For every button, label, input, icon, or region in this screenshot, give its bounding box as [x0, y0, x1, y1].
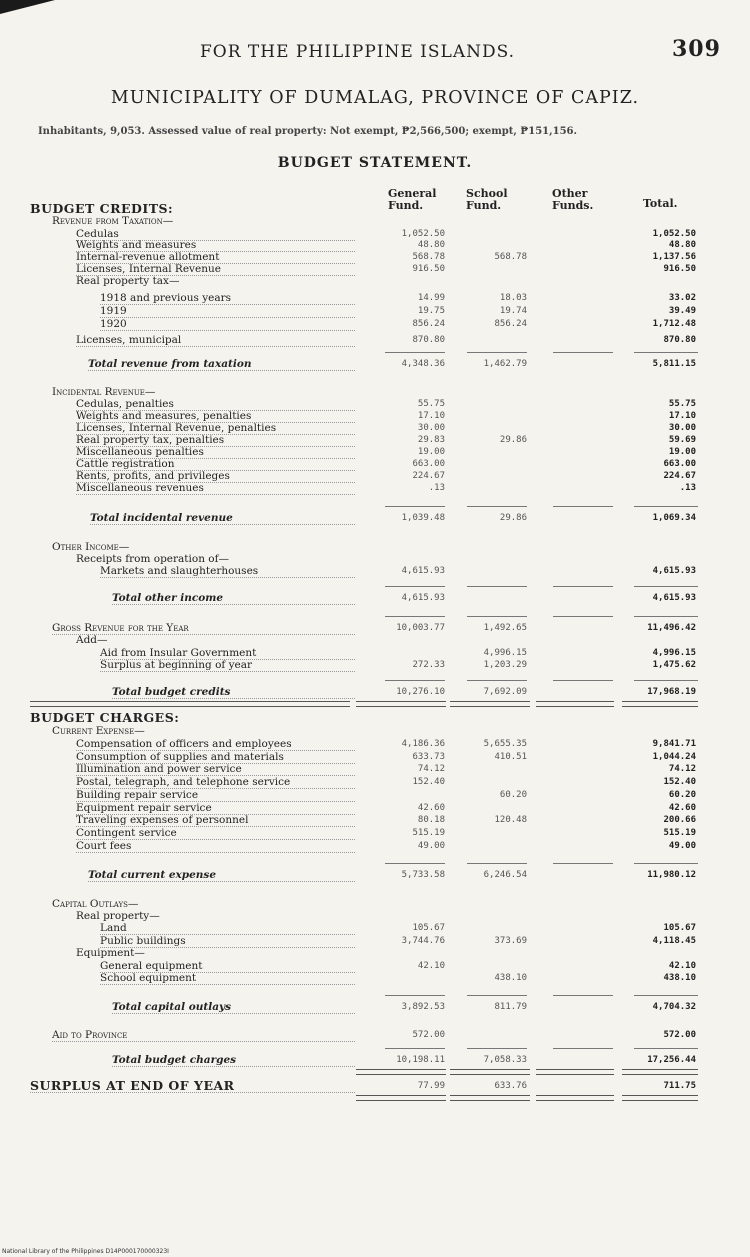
rule-line — [385, 586, 445, 587]
page-corner-shadow — [0, 0, 55, 14]
total-value: 870.80 — [663, 335, 696, 345]
running-title: FOR THE PHILIPPINE ISLANDS. — [200, 42, 516, 62]
row-label: 1919 — [100, 305, 355, 318]
general-fund-value: 1,039.48 — [401, 513, 445, 523]
general-fund-value: 515.19 — [412, 828, 445, 838]
rule-line — [634, 506, 698, 507]
total-value: 59.69 — [668, 435, 696, 445]
row-label: Total budget charges — [112, 1054, 355, 1067]
school-fund-value: 18.03 — [499, 293, 527, 303]
total-value: 42.60 — [668, 803, 696, 813]
total-value: 1,044.24 — [652, 752, 696, 762]
school-fund-value: 633.76 — [494, 1081, 527, 1091]
total-value: 17.10 — [668, 411, 696, 421]
school-fund-value: 7,692.09 — [483, 687, 527, 697]
general-fund-value: 77.99 — [417, 1081, 445, 1091]
total-value: 17,968.19 — [647, 687, 696, 697]
total-value: 224.67 — [663, 471, 696, 481]
general-fund-value: 4,348.36 — [401, 359, 445, 369]
total-value: 19.00 — [668, 447, 696, 457]
row-label: Incidental Revenue— — [52, 386, 156, 398]
table-row — [0, 634, 750, 646]
total-value: 711.75 — [663, 1081, 696, 1091]
statement-title: BUDGET STATEMENT. — [277, 155, 473, 171]
total-value: 152.40 — [663, 777, 696, 787]
row-label: Real property tax— — [76, 275, 180, 287]
general-fund-value: 572.00 — [412, 1030, 445, 1040]
general-fund-value: 870.80 — [412, 335, 445, 345]
rule-line — [634, 863, 698, 864]
rule-line — [553, 352, 613, 353]
general-fund-value: 856.24 — [412, 319, 445, 329]
total-value: 1,069.34 — [652, 513, 696, 523]
table-row — [0, 659, 750, 671]
column-header-school-fund: School Fund. — [466, 187, 508, 212]
general-fund-value: 272.33 — [412, 660, 445, 670]
double-rule — [30, 701, 350, 707]
row-label: Illumination and power service — [76, 763, 355, 776]
table-row — [0, 802, 750, 814]
general-fund-value: 29.83 — [417, 435, 445, 445]
general-fund-value: 4,615.93 — [401, 566, 445, 576]
row-label: Miscellaneous penalties — [76, 446, 355, 459]
general-fund-value: 3,744.76 — [401, 936, 445, 946]
archive-footer: National Library of the Philippines D14P000170000323I — [2, 1248, 169, 1255]
school-fund-value: 1,203.29 — [483, 660, 527, 670]
double-rule — [536, 1095, 614, 1101]
school-fund-value: 6,246.54 — [483, 870, 527, 880]
table-row — [0, 712, 750, 724]
general-fund-value: .13 — [428, 483, 445, 493]
table-row — [0, 541, 750, 553]
rule-line — [467, 680, 527, 681]
row-label: Licenses, Internal Revenue — [76, 263, 355, 276]
row-label: 1918 and previous years — [100, 292, 355, 305]
total-value: 1,475.62 — [652, 660, 696, 670]
rule-line — [467, 863, 527, 864]
rule-line — [467, 506, 527, 507]
table-row — [0, 738, 750, 750]
school-fund-value: 60.20 — [499, 790, 527, 800]
double-rule — [450, 701, 530, 707]
school-fund-value: 438.10 — [494, 973, 527, 983]
double-rule — [536, 1069, 614, 1075]
table-row — [0, 398, 750, 410]
row-label: Total current expense — [88, 869, 355, 882]
table-row — [0, 1080, 750, 1092]
table-row — [0, 434, 750, 446]
rule-line — [634, 680, 698, 681]
total-row — [0, 358, 750, 370]
school-fund-value: 4,996.15 — [483, 648, 527, 658]
rule-line — [385, 863, 445, 864]
table-row — [0, 910, 750, 922]
double-rule — [536, 701, 614, 707]
total-row — [0, 1001, 750, 1013]
table-row — [0, 410, 750, 422]
document-title: MUNICIPALITY OF DUMALAG, PROVINCE OF CAPIZ. — [110, 88, 640, 108]
double-rule — [356, 1069, 446, 1075]
table-row — [0, 263, 750, 275]
row-label: Court fees — [76, 840, 355, 853]
general-fund-value: 105.67 — [412, 923, 445, 933]
row-label: Building repair service — [76, 789, 355, 802]
row-label: Internal-revenue allotment — [76, 251, 355, 264]
rule-line — [553, 506, 613, 507]
total-value: .13 — [679, 483, 696, 493]
school-fund-value: 410.51 — [494, 752, 527, 762]
total-value: 33.02 — [668, 293, 696, 303]
table-row — [0, 292, 750, 304]
total-value: 4,615.93 — [652, 566, 696, 576]
total-value: 39.49 — [668, 306, 696, 316]
table-row — [0, 935, 750, 947]
row-label: BUDGET CREDITS: — [30, 201, 174, 216]
row-label: Other Income— — [52, 541, 130, 553]
total-value: 9,841.71 — [652, 739, 696, 749]
total-value: 17,256.44 — [647, 1055, 696, 1065]
row-label: Postal, telegraph, and telephone service — [76, 776, 355, 789]
school-fund-value: 120.48 — [494, 815, 527, 825]
row-label: Current Expense— — [52, 725, 145, 737]
total-value: 105.67 — [663, 923, 696, 933]
rule-line — [553, 995, 613, 996]
rule-line — [553, 680, 613, 681]
row-label: Total budget credits — [112, 686, 355, 699]
row-label: Total capital outlays — [112, 1001, 355, 1014]
rule-line — [385, 506, 445, 507]
total-value: 4,615.93 — [652, 593, 696, 603]
general-fund-value: 3,892.53 — [401, 1002, 445, 1012]
table-row — [0, 239, 750, 251]
row-label: Revenue from Taxation— — [52, 215, 174, 227]
general-fund-value: 633.73 — [412, 752, 445, 762]
general-fund-value: 152.40 — [412, 777, 445, 787]
row-label: Cattle registration — [76, 458, 355, 471]
row-label: BUDGET CHARGES: — [30, 710, 180, 725]
table-row — [0, 622, 750, 634]
table-row — [0, 840, 750, 852]
general-fund-value: 663.00 — [412, 459, 445, 469]
school-fund-value: 856.24 — [494, 319, 527, 329]
rule-line — [385, 680, 445, 681]
column-header-general-fund: General Fund. — [388, 187, 437, 212]
table-row — [0, 318, 750, 330]
row-label: Total revenue from taxation — [88, 358, 355, 371]
page-number: 309 — [672, 36, 721, 62]
general-fund-value: 4,186.36 — [401, 739, 445, 749]
row-label: Traveling expenses of personnel — [76, 814, 355, 827]
total-value: 1,712.48 — [652, 319, 696, 329]
general-fund-value: 17.10 — [417, 411, 445, 421]
school-fund-value: 811.79 — [494, 1002, 527, 1012]
table-row — [0, 334, 750, 346]
table-row — [0, 482, 750, 494]
row-label: Public buildings — [100, 935, 355, 948]
table-row — [0, 647, 750, 659]
rule-line — [634, 586, 698, 587]
total-value: 1,052.50 — [652, 229, 696, 239]
municipality-info: Inhabitants, 9,053. Assessed value of real property: Not exempt, ₱2,566,500; exempt, ₱151,156. — [38, 126, 577, 137]
table-row — [0, 458, 750, 470]
double-rule — [450, 1069, 530, 1075]
total-value: 200.66 — [663, 815, 696, 825]
column-header-total: Total. — [643, 197, 678, 210]
double-rule — [622, 1069, 698, 1075]
total-value: 515.19 — [663, 828, 696, 838]
row-label: Equipment— — [76, 947, 145, 959]
table-row — [0, 305, 750, 317]
row-label: Cedulas — [76, 228, 355, 241]
table-row — [0, 776, 750, 788]
total-row — [0, 1054, 750, 1066]
general-fund-value: 55.75 — [417, 399, 445, 409]
rule-line — [467, 995, 527, 996]
general-fund-value: 5,733.58 — [401, 870, 445, 880]
table-row — [0, 215, 750, 227]
row-label: General equipment — [100, 960, 355, 973]
table-row — [0, 470, 750, 482]
total-value: 74.12 — [668, 764, 696, 774]
row-label: Receipts from operation of— — [76, 553, 230, 565]
table-row — [0, 751, 750, 763]
row-label: Land — [100, 922, 355, 935]
table-row — [0, 565, 750, 577]
rule-line — [553, 616, 613, 617]
row-label: Contingent service — [76, 827, 355, 840]
table-row — [0, 251, 750, 263]
general-fund-value: 19.75 — [417, 306, 445, 316]
general-fund-value: 14.99 — [417, 293, 445, 303]
rule-line — [553, 586, 613, 587]
general-fund-value: 74.12 — [417, 764, 445, 774]
general-fund-value: 49.00 — [417, 841, 445, 851]
table-row — [0, 275, 750, 287]
row-label: Add— — [76, 634, 108, 646]
row-label: Cedulas, penalties — [76, 398, 355, 411]
table-row — [0, 446, 750, 458]
rule-line — [467, 352, 527, 353]
total-value: 60.20 — [668, 790, 696, 800]
row-label: Surplus at beginning of year — [100, 659, 355, 672]
double-rule — [622, 701, 698, 707]
total-value: 30.00 — [668, 423, 696, 433]
rule-line — [553, 1048, 613, 1049]
table-row — [0, 386, 750, 398]
general-fund-value: 568.78 — [412, 252, 445, 262]
table-row — [0, 422, 750, 434]
rule-line — [385, 995, 445, 996]
school-fund-value: 1,492.65 — [483, 623, 527, 633]
total-row — [0, 869, 750, 881]
row-label: Aid to Province — [52, 1029, 355, 1042]
general-fund-value: 4,615.93 — [401, 593, 445, 603]
table-row — [0, 789, 750, 801]
row-label: Total other income — [112, 592, 355, 605]
school-fund-value: 29.86 — [499, 513, 527, 523]
table-row — [0, 725, 750, 737]
row-label: Gross Revenue for the Year — [52, 622, 355, 635]
table-row — [0, 203, 750, 215]
row-label: 1920 — [100, 318, 355, 331]
general-fund-value: 10,276.10 — [396, 687, 445, 697]
general-fund-value: 42.10 — [417, 961, 445, 971]
row-label: Weights and measures, penalties — [76, 410, 355, 423]
table-row — [0, 553, 750, 565]
general-fund-value: 30.00 — [417, 423, 445, 433]
total-value: 4,704.32 — [652, 1002, 696, 1012]
table-row — [0, 922, 750, 934]
total-row — [0, 686, 750, 698]
table-row — [0, 763, 750, 775]
row-label: Aid from Insular Government — [100, 647, 355, 660]
column-header-other-funds: Other Funds. — [552, 187, 594, 212]
school-fund-value: 7,058.33 — [483, 1055, 527, 1065]
school-fund-value: 19.74 — [499, 306, 527, 316]
general-fund-value: 10,198.11 — [396, 1055, 445, 1065]
table-row — [0, 947, 750, 959]
general-fund-value: 80.18 — [417, 815, 445, 825]
school-fund-value: 1,462.79 — [483, 359, 527, 369]
total-row — [0, 592, 750, 604]
row-label: Compensation of officers and employees — [76, 738, 355, 751]
total-value: 4,118.45 — [652, 936, 696, 946]
row-label: Rents, profits, and privileges — [76, 470, 355, 483]
total-value: 663.00 — [663, 459, 696, 469]
row-label: School equipment — [100, 972, 355, 985]
rule-line — [467, 586, 527, 587]
row-label: Equipment repair service — [76, 802, 355, 815]
rule-line — [634, 995, 698, 996]
rule-line — [553, 863, 613, 864]
double-rule — [622, 1095, 698, 1101]
school-fund-value: 568.78 — [494, 252, 527, 262]
rule-line — [385, 616, 445, 617]
total-value: 5,811.15 — [652, 359, 696, 369]
general-fund-value: 10,003.77 — [396, 623, 445, 633]
total-value: 4,996.15 — [652, 648, 696, 658]
total-value: 48.80 — [668, 240, 696, 250]
table-row — [0, 1029, 750, 1041]
table-row — [0, 814, 750, 826]
total-value: 916.50 — [663, 264, 696, 274]
school-fund-value: 29.86 — [499, 435, 527, 445]
rule-line — [467, 616, 527, 617]
rule-line — [634, 352, 698, 353]
row-label: Real property tax, penalties — [76, 434, 355, 447]
general-fund-value: 1,052.50 — [401, 229, 445, 239]
rule-line — [467, 1048, 527, 1049]
general-fund-value: 48.80 — [417, 240, 445, 250]
row-label: Total incidental revenue — [90, 512, 355, 525]
table-row — [0, 972, 750, 984]
double-rule — [356, 701, 446, 707]
total-value: 55.75 — [668, 399, 696, 409]
table-row — [0, 898, 750, 910]
total-value: 42.10 — [668, 961, 696, 971]
rule-line — [634, 616, 698, 617]
row-label: Licenses, Internal Revenue, penalties — [76, 422, 355, 435]
table-row — [0, 827, 750, 839]
table-row — [0, 960, 750, 972]
rule-line — [634, 1048, 698, 1049]
total-value: 438.10 — [663, 973, 696, 983]
general-fund-value: 224.67 — [412, 471, 445, 481]
row-label: Capital Outlays— — [52, 898, 139, 910]
school-fund-value: 5,655.35 — [483, 739, 527, 749]
row-label: Miscellaneous revenues — [76, 482, 355, 495]
row-label: SURPLUS AT END OF YEAR — [30, 1080, 355, 1093]
total-value: 572.00 — [663, 1030, 696, 1040]
row-label: Real property— — [76, 910, 160, 922]
school-fund-value: 373.69 — [494, 936, 527, 946]
rule-line — [385, 352, 445, 353]
double-rule — [356, 1095, 446, 1101]
row-label: Consumption of supplies and materials — [76, 751, 355, 764]
rule-line — [385, 1048, 445, 1049]
general-fund-value: 19.00 — [417, 447, 445, 457]
row-label: Weights and measures — [76, 239, 355, 252]
total-value: 49.00 — [668, 841, 696, 851]
total-value: 11,980.12 — [647, 870, 696, 880]
total-row — [0, 512, 750, 524]
double-rule — [450, 1095, 530, 1101]
row-label: Licenses, municipal — [76, 334, 355, 347]
row-label: Markets and slaughterhouses — [100, 565, 355, 578]
general-fund-value: 916.50 — [412, 264, 445, 274]
total-value: 11,496.42 — [647, 623, 696, 633]
total-value: 1,137.56 — [652, 252, 696, 262]
general-fund-value: 42.60 — [417, 803, 445, 813]
